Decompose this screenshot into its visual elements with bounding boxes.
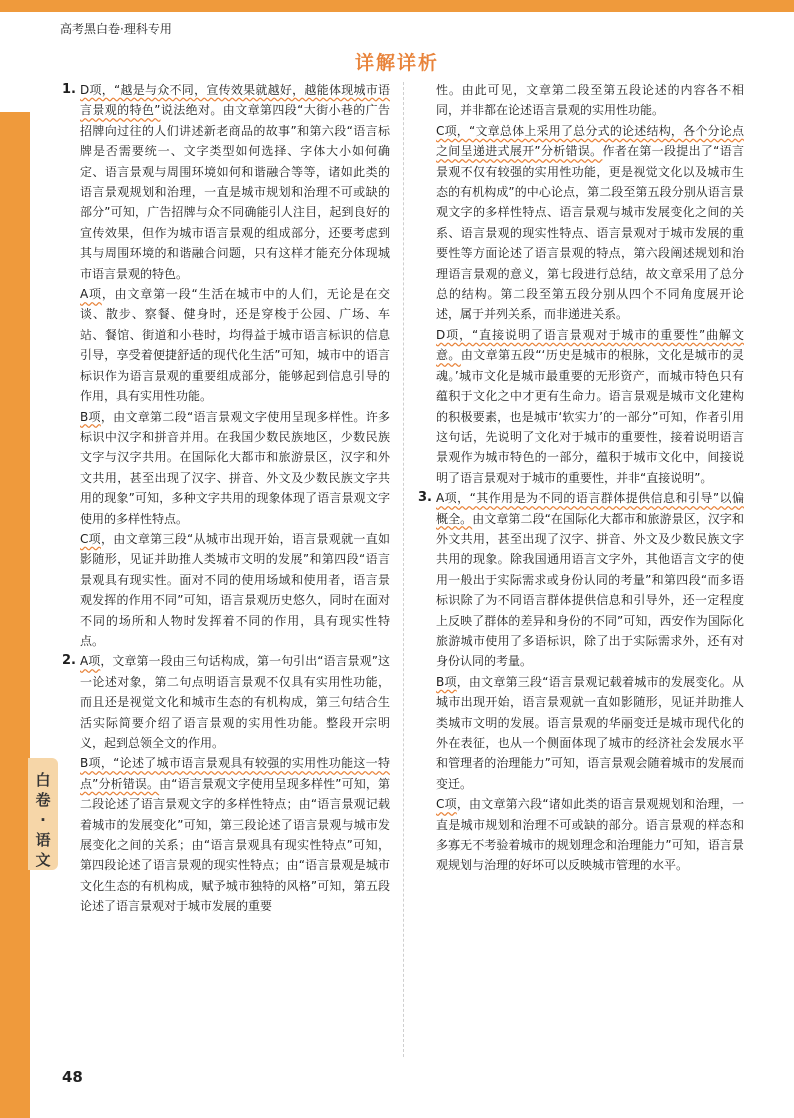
body-text: 作者在第一段提出了“语言景观不仅有较强的实用性功能，更是视觉文化以及城市生态的有机构成”的中心论点，第二段至第五段分别从语言景观文字的多样性特点、语言景观与城市发展变化之间的关系、语言景观的现实性特点、语言景观对于城市发展的重要性等方面论述了语言景观的特点，第六段阐述规划和治理语言景观的意义，第七段进行总结，故文章采用了总分总的结构。第二段至第五段分别从四个不同角度展开论述，属于并列关系，而非递进关系。: [436, 144, 744, 322]
answer-q3-option-c: [414, 794, 744, 876]
option-label: A项: [80, 287, 102, 302]
answer-q2: [58, 651, 390, 753]
highlight-text: C项，“文章总体上采用了总分式的论述结构，各个分论点之间呈递进式展开”分析错误。: [436, 123, 744, 159]
option-label: C项: [80, 531, 101, 546]
answer-q2-option-b: [58, 753, 390, 916]
option-label: A项: [80, 654, 101, 669]
left-column: [58, 80, 390, 917]
body-text: ，由文章第三段“语言景观记载着城市的发展变化。从城市出现开始，语言景观就一直如影随形，见证并助推人类城市文明的发展。语言景观的华丽变迁是城市现代化的外在表征，也从一个侧面体现了城市的经济社会发展水平和管理者的治理能力”可知，语言景观会随着城市的发展而变迁。: [436, 674, 744, 791]
answer-q2-option-d: [414, 325, 744, 488]
answer-q1-option-b: [58, 407, 390, 529]
question-number: 2.: [62, 653, 76, 669]
body-text: 性。由此可见，文章第二段至第五段论述的内容各不相同，并非都在论述语言景观的实用性功能。: [436, 83, 744, 118]
answer-q1-option-a: [58, 284, 390, 406]
answer-q2-option-c: [414, 121, 744, 325]
header-label: 高考黑白卷·理科专用: [60, 22, 172, 36]
answer-q3-option-b: [414, 672, 744, 794]
body-text: 由文章第二段“在国际化大都市和旅游景区，汉字和外文共用，甚至出现了汉字、拼音、外文及少数民族文字共用的现象。除我国通用语言文字外，其他语言文字的使用一般出于实际需求或身份认同的考量”和第四段“而多语标识除了为不同语言群体提供信息和引导外，还一定程度上反映了群体的差异和身份的不同”可知，西安作为国际化旅游城市使用了多语标识，除了出于实际需求外，还有对身份认同的考量。: [436, 511, 744, 669]
section-title: 详解详析: [354, 52, 439, 74]
top-accent-bar: [0, 0, 794, 12]
body-text: 由文章第五段“‘历史是城市的根脉，文化是城市的灵魂。’城市文化是城市最重要的无形资产，而城市特色只有蕴积于文化之中才更有生命力。语言景观是城市文化建构的积极要素，也是城市‘软实力’的一部分”可知，作者引用这句话，先说明了文化对于城市的重要性，接着说明语言景观作为城市特色的一部分，蕴积于城市文化中，间接说明了语言景观对于城市的重要性，并非“直接说明”。: [436, 348, 744, 485]
body-text: ，由文章第六段“诸如此类的语言景观规划和治理，一直是城市规划和治理不可或缺的部分。语言景观的样态和多寡无不考验着城市的规划理念和治理能力”可知，语言景观规划与治理的好坏可以反映城市管理的水平。: [436, 797, 744, 873]
highlight-text: A项，“其作用是为不同的语言群体提供信息和引导”以偏概全。: [436, 491, 744, 526]
option-label: B项: [436, 674, 457, 689]
side-accent-bar: [0, 112, 30, 1118]
answer-q1-option-c: [58, 529, 390, 651]
option-label: C项: [436, 797, 457, 812]
body-text: 说法绝对。由文章第四段“大街小巷的广告招牌向过往的人们讲述新老商品的故事”和第六段“语言标牌是否需要统一、文字类型如何选择、字体大小如何确定、语言景观与周围环境如何和谐融合等等，诸如此类的语言景观规划和治理，一直是城市规划和治理不可或缺的部分”可知，广告招牌与众不同确能引人注目，起到良好的宣传效果，但作为城市语言景观的组成部分，还要考虑到其与周围环境的和谐融合问题，只有这样才能充分体现城市语言景观的特色。: [80, 103, 391, 281]
body-text: 由“语言景观文字使用呈现多样性”可知，第二段论述了语言景观文字的多样性特点；由“语言景观记载着城市的发展变化”可知，第三段论述了语言景观与城市发展变化之间的关系；由“语言景观具有现实性特点”可知，第四段论述了语言景观的现实性特点；由“语言景观是城市文化生态的有机构成，赋予城市独特的风格”可知，第五段论述了语言景观对于城市发展的重要: [80, 776, 391, 914]
answer-q1: [58, 80, 390, 284]
page-number: 48: [62, 1068, 83, 1086]
highlight-text: B项，“论述了城市语言景观具有较强的实用性功能这一特点”分析错误。: [80, 756, 390, 791]
question-number: 1.: [62, 82, 76, 97]
side-tab-label: 白卷·语文: [35, 771, 51, 869]
highlight-text: D项，“直接说明了语言景观对于城市的重要性”曲解文意。: [436, 327, 744, 363]
question-number: 3.: [418, 490, 432, 506]
option-label: B项: [80, 409, 101, 424]
answer-q3: [414, 488, 744, 672]
answer-q2-option-b-cont: [414, 80, 744, 121]
body-text: ，文章第一段由三句话构成，第一句引出“语言景观”这一论述对象，第二句点明语言景观不仅具有实用性功能，而且还是视觉文化和城市生态的有机构成，第三句结合生活实际简要介绍了语言景观的实用性功能。整段开宗明义，起到总领全文的作用。: [80, 654, 390, 750]
right-column: [414, 80, 744, 876]
column-divider: [403, 82, 404, 1057]
body-text: ，由文章第一段“生活在城市中的人们，无论是在交谈、散步、察餐、健身时，还是穿梭于公园、广场、车站、餐馆、街道和小巷时，均得益于城市语言标识的信息引导，享受着便捷舒适的现代化生活”可知，城市中的语言标识作为语言景观的重要组成部分，能够起到信息引导的作用，具有实用性功能。: [80, 287, 390, 404]
body-text: ，由文章第三段“从城市出现开始，语言景观就一直如影随形，见证并助推人类城市文明的发展”和第四段“语言景观具有现实性。面对不同的使用场域和使用者，语言景观发挥的作用不同”可知，语言景观历史悠久，同时在面对不同的场所和人物时发挥着不同的作用，具有现实性特点。: [80, 531, 390, 648]
body-text: ，由文章第二段“语言景观文字使用呈现多样性。许多标识中汉字和拼音并用。在我国少数民族地区，少数民族文字与汉字共用。在国际化大都市和旅游景区，汉字和外文共用，甚至出现了汉字、拼音、外文及少数民族文字共用的现象”可知，多种文字共用的现象体现了语言景观文字使用的多样性特点。: [80, 409, 390, 526]
highlight-text: D项，“越是与众不同，宣传效果就越好，越能体现城市语言景观的特色”: [80, 83, 390, 118]
